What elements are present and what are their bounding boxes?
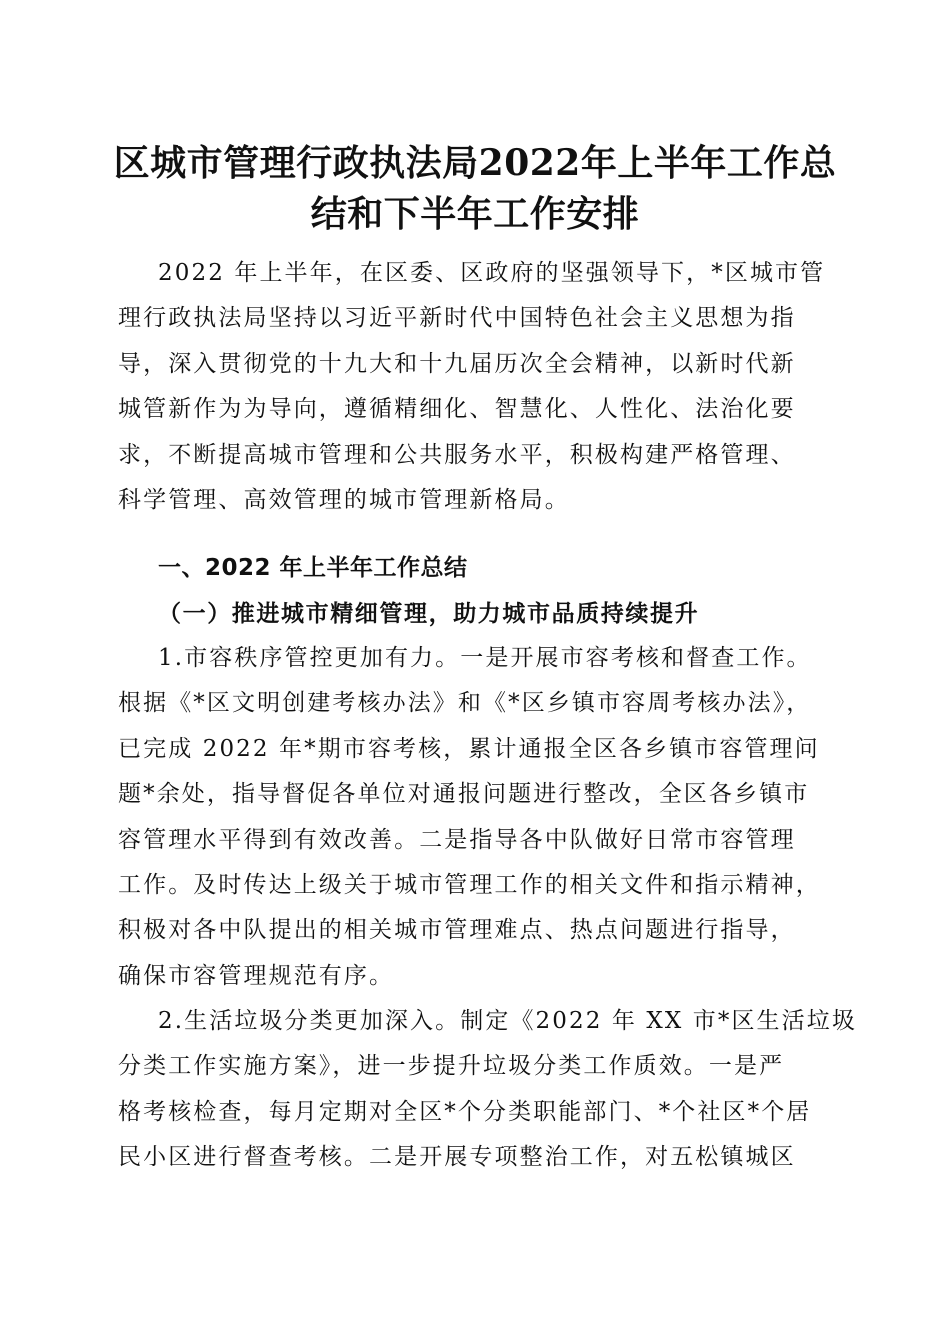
intro-paragraph: [118, 251, 838, 523]
paragraph-line: 工作。及时传达上级关于城市管理工作的相关文件和指示精神，: [118, 871, 821, 898]
intro-line: 求，不断提高城市管理和公共服务水平，积极构建严格管理、: [118, 441, 796, 468]
intro-line: 导，深入贯彻党的十九大和十九届历次全会精神，以新时代新: [118, 350, 796, 377]
paragraph-waste-sorting: [118, 999, 857, 1181]
paragraph-market-order: [118, 636, 838, 999]
paragraph-line: 已完成 2022 年*期市容考核，累计通报全区各乡镇市容管理问: [118, 735, 820, 762]
title-line-1: 区城市管理行政执法局2022年上半年工作总: [113, 142, 837, 184]
paragraph-line: 根据《*区文明创建考核办法》和《*区乡镇市容周考核办法》，: [118, 690, 812, 717]
paragraph-line: 容管理水平得到有效改善。二是指导各中队做好日常市容管理: [118, 826, 796, 853]
paragraph-line: 分类工作实施方案》，进一步提升垃圾分类工作质效。一是严: [118, 1053, 785, 1080]
intro-line: 2022 年上半年，在区委、区政府的坚强领导下，*区城市管: [158, 260, 826, 286]
paragraph-line: 民小区进行督查考核。二是开展专项整治工作，对五松镇城区: [118, 1144, 796, 1171]
paragraph-line: 格考核检查，每月定期对全区*个分类职能部门、*个社区*个居: [118, 1098, 812, 1125]
paragraph-line: 1.市容秩序管控更加有力。一是开展市容考核和督查工作。: [158, 645, 812, 671]
intro-line: 理行政执法局坚持以习近平新时代中国特色社会主义思想为指: [118, 305, 796, 332]
section-heading: 一、2022 年上半年工作总结: [158, 555, 468, 581]
subsection-heading: （一）推进城市精细管理，助力城市品质持续提升: [158, 600, 700, 627]
subsection-heading-block: [118, 591, 838, 636]
title-line-2: 结和下半年工作安排: [310, 193, 640, 235]
paragraph-line: 积极对各中队提出的相关城市管理难点、热点问题进行指导，: [118, 917, 796, 944]
intro-line: 城管新作为为导向，遵循精细化、智慧化、人性化、法治化要: [118, 396, 796, 423]
paragraph-line: 2.生活垃圾分类更加深入。制定《2022 年 XX 市*区生活垃圾: [158, 1008, 857, 1034]
section-heading-block: [118, 546, 838, 591]
paragraph-line: 题*余处，指导督促各单位对通报问题进行整改，全区各乡镇市: [118, 781, 810, 808]
paragraph-line: 确保市容管理规范有序。: [118, 962, 395, 989]
intro-line: 科学管理、高效管理的城市管理新格局。: [118, 486, 570, 513]
document-title: [100, 138, 850, 240]
